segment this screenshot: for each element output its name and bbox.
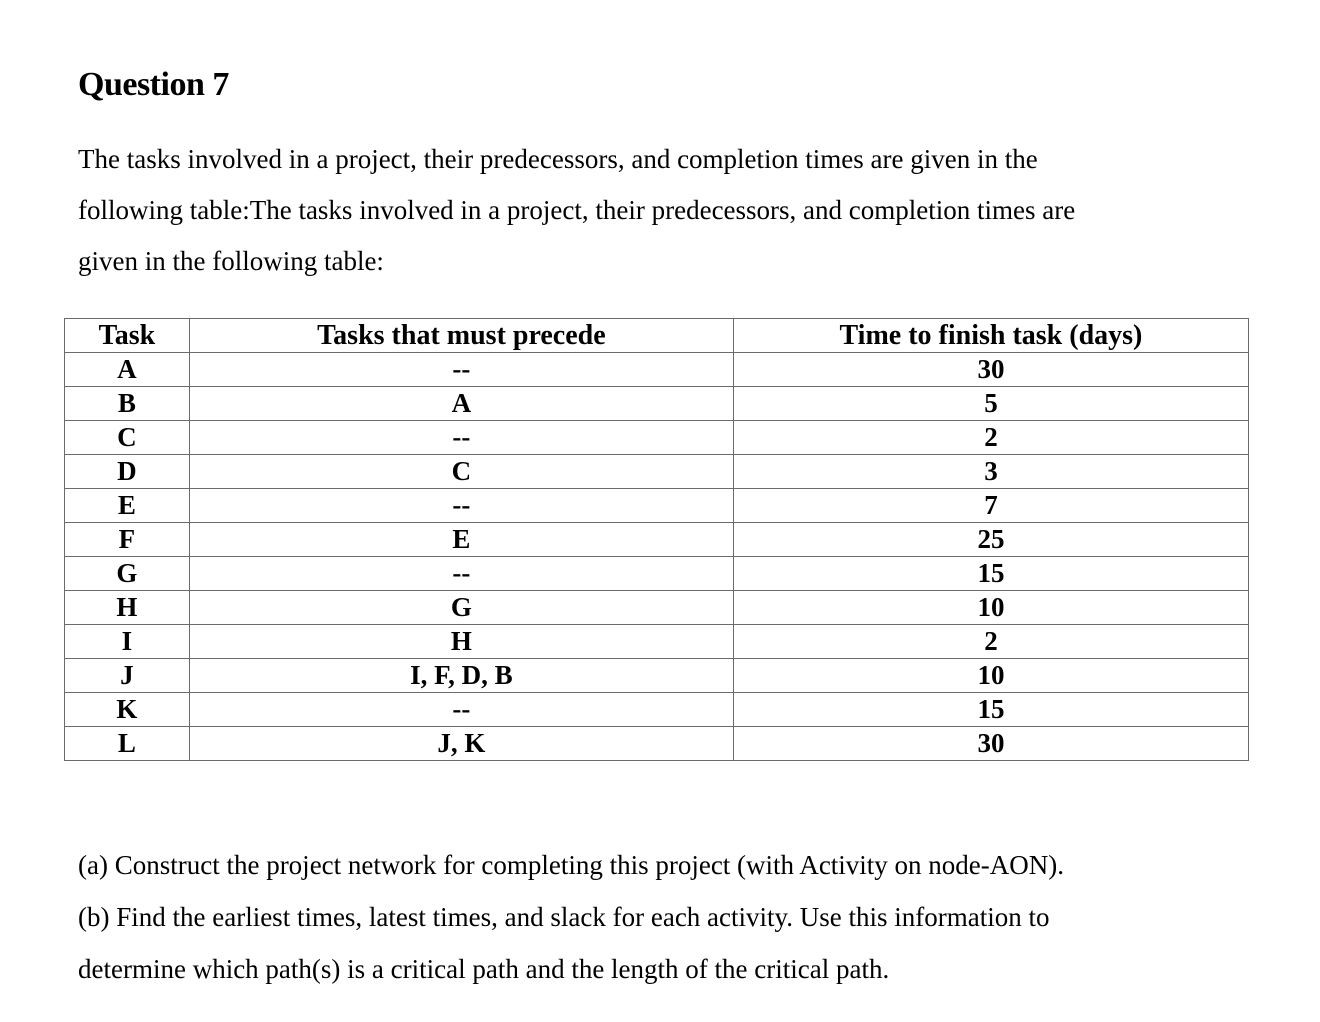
table-body — [65, 353, 1249, 761]
cell-predecessors: -- — [189, 489, 733, 523]
cell-task: A — [65, 353, 190, 387]
table-row — [65, 591, 1249, 625]
cell-time: 10 — [733, 659, 1248, 693]
cell-predecessors: A — [189, 387, 733, 421]
header-task: Task — [65, 319, 190, 353]
cell-time: 30 — [733, 727, 1248, 761]
cell-time: 10 — [733, 591, 1248, 625]
question-part-a: (a) Construct the project network for completing this project (with Activity on node-AON). — [78, 850, 1065, 880]
cell-predecessors: E — [189, 523, 733, 557]
cell-time: 15 — [733, 693, 1248, 727]
cell-predecessors: -- — [189, 353, 733, 387]
header-time: Time to finish task (days) — [733, 319, 1248, 353]
intro-line: following table:The tasks involved in a project, their predecessors, and completion times are — [78, 195, 1076, 225]
table-header-row — [65, 319, 1249, 353]
table-row — [65, 421, 1249, 455]
cell-time: 15 — [733, 557, 1248, 591]
table-row — [65, 387, 1249, 421]
table-row — [65, 625, 1249, 659]
cell-time: 30 — [733, 353, 1248, 387]
intro-line: The tasks involved in a project, their predecessors, and completion times are given in the — [78, 144, 1038, 174]
table-row — [65, 523, 1249, 557]
table-row — [65, 557, 1249, 591]
cell-time: 3 — [733, 455, 1248, 489]
cell-task: G — [65, 557, 190, 591]
cell-predecessors: H — [189, 625, 733, 659]
table-row — [65, 693, 1249, 727]
cell-task: L — [65, 727, 190, 761]
cell-task: F — [65, 523, 190, 557]
cell-task: C — [65, 421, 190, 455]
cell-task: E — [65, 489, 190, 523]
cell-time: 2 — [733, 625, 1248, 659]
question-part-b-continued: determine which path(s) is a critical path and the length of the critical path. — [78, 954, 890, 984]
intro-paragraph — [78, 134, 1228, 287]
cell-predecessors: -- — [189, 421, 733, 455]
cell-predecessors: -- — [189, 693, 733, 727]
table-row — [65, 353, 1249, 387]
header-predecessors: Tasks that must precede — [189, 319, 733, 353]
cell-time: 25 — [733, 523, 1248, 557]
cell-task: J — [65, 659, 190, 693]
cell-task: I — [65, 625, 190, 659]
cell-time: 7 — [733, 489, 1248, 523]
cell-task: D — [65, 455, 190, 489]
question-title: Question 7 — [78, 66, 229, 103]
cell-predecessors: J, K — [189, 727, 733, 761]
table-row — [65, 455, 1249, 489]
cell-time: 2 — [733, 421, 1248, 455]
intro-line: given in the following table: — [78, 246, 384, 276]
cell-predecessors: -- — [189, 557, 733, 591]
question-part-b: (b) Find the earliest times, latest times, and slack for each activity. Use this information to — [78, 902, 1050, 932]
table-row — [65, 489, 1249, 523]
table-row — [65, 727, 1249, 761]
cell-task: B — [65, 387, 190, 421]
questions-paragraph — [78, 839, 1064, 995]
cell-time: 5 — [733, 387, 1248, 421]
table-row — [65, 659, 1249, 693]
task-table — [64, 318, 1249, 761]
cell-task: H — [65, 591, 190, 625]
cell-predecessors: G — [189, 591, 733, 625]
cell-predecessors: I, F, D, B — [189, 659, 733, 693]
cell-predecessors: C — [189, 455, 733, 489]
cell-task: K — [65, 693, 190, 727]
